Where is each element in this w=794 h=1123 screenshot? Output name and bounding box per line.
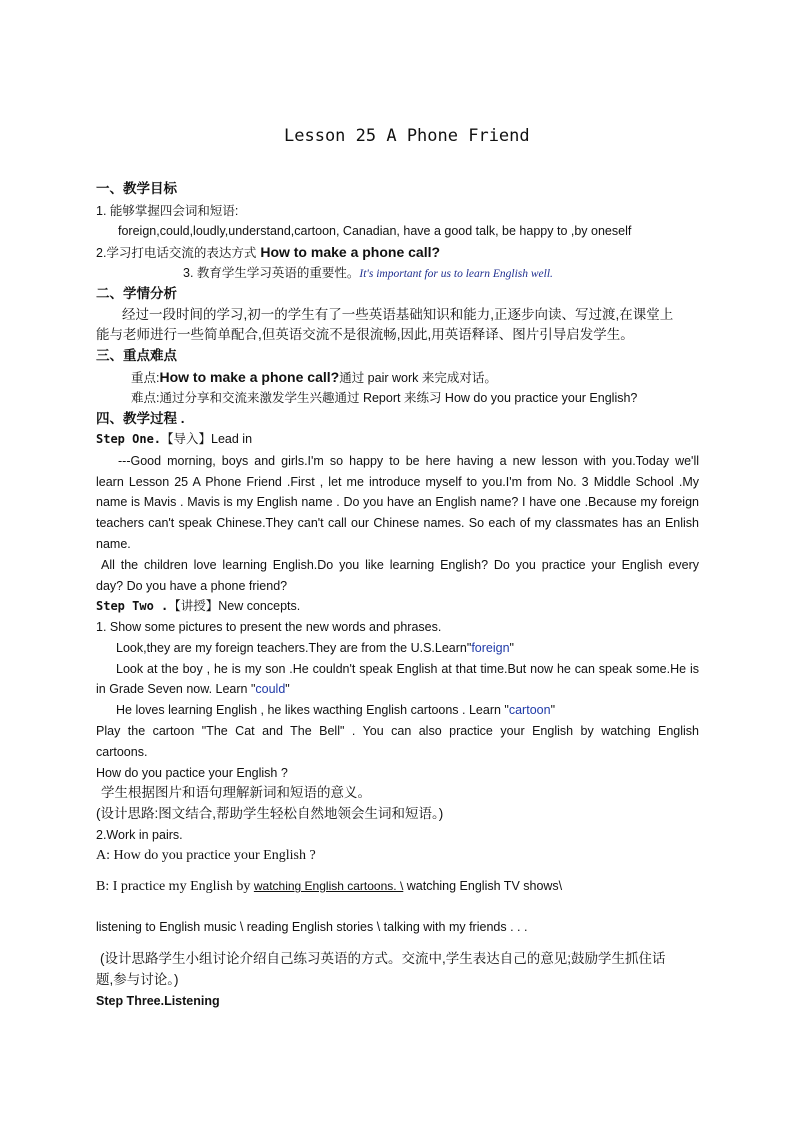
dialogue-b-more: watching English TV shows\	[403, 879, 563, 893]
cartoon-word: cartoon	[508, 703, 551, 717]
dialogue-b-text: B: I practice my English by	[96, 879, 254, 894]
objectives-line-3-text: 3. 教育学生学习英语的重要性。	[183, 266, 360, 280]
cartoon-text: He loves learning English , he likes wacthing English cartoons . Learn "	[116, 703, 509, 717]
objectives-line-2	[96, 244, 440, 261]
intro-paragraph-line-1: ---Good morning, boys and girls.I'm so happy to be here having a new lesson with you.Today we'll	[118, 454, 699, 468]
step-two-could-line-2	[96, 681, 290, 697]
foreign-text: Look,they are my foreign teachers.They are from the U.S.Learn"	[116, 641, 472, 655]
objectives-line-3	[183, 265, 553, 282]
section-heading-process: 四、教学过程 .	[96, 411, 185, 426]
intro-paragraph-line-3: name is Mavis . Mavis is my English name . Do you have an English name? I have one .Because my foreign	[96, 495, 699, 509]
dialogue-b-underlined: watching English cartoons. \	[253, 879, 404, 893]
intro-paragraph-line-5: name.	[96, 537, 131, 551]
step-two-design-note: (设计思路:图文结合,帮助学生轻松自然地领会生词和短语。)	[96, 806, 444, 821]
intro-paragraph-line-4: teachers can't speak Chinese.They can't call our Chinese names. So each of my classmates has an Enlish	[96, 516, 699, 530]
step-two-item-1: 1. Show some pictures to present the new words and phrases.	[96, 620, 442, 634]
intro-paragraph-line-2: learn Lesson 25 A Phone Friend .First , let me introduce myself to you.I'm from No. 3 Middle School .My	[96, 475, 699, 489]
step-three-heading: Step Three.Listening	[96, 994, 220, 1008]
step-one-line	[96, 431, 252, 447]
dialogue-a: A: How do you practice your English ?	[96, 848, 316, 863]
objectives-vocab: foreign,could,loudly,understand,cartoon, Canadian, have a good talk, be happy to ,by oneself	[118, 224, 632, 238]
objectives-line-2-bold: How to make a phone call?	[256, 244, 441, 260]
step-one-label: Step One.	[96, 432, 162, 446]
section-heading-analysis: 二、学情分析	[96, 286, 177, 301]
step-two-pairs: 2.Work in pairs.	[96, 828, 183, 842]
objectives-line-3-italic: It's important for us to learn English well.	[359, 268, 553, 280]
step-two-question: How do you pactice your English ?	[96, 766, 288, 780]
difficulty-line: 难点:通过分享和交流来激发学生兴趣通过 Report 来练习 How do you practice your English?	[131, 391, 638, 405]
key-point-bold: How to make a phone call?	[159, 369, 340, 385]
step-two-play-line-2: cartoons.	[96, 745, 148, 759]
analysis-line-1: 经过一段时间的学习,初一的学生有了一些英语基础知识和能力,正逐步向读、写过渡,在课堂上	[122, 307, 674, 322]
step-two-foreign-line	[116, 640, 514, 656]
step-two-rest: 【讲授】New concepts.	[168, 599, 301, 613]
foreign-quote: "	[509, 641, 514, 655]
key-point-label: 重点:	[131, 371, 160, 385]
could-word: could	[255, 682, 286, 696]
step-one-rest: 【导入】Lead in	[161, 432, 253, 446]
step-two-line	[96, 598, 300, 614]
cartoon-quote: "	[550, 703, 555, 717]
step-two-label: Step Two .	[96, 599, 169, 613]
section-heading-key-points: 三、重点难点	[96, 348, 177, 363]
foreign-word: foreign	[471, 641, 510, 655]
section-heading-objectives: 一、教学目标	[96, 181, 177, 196]
design-note-line-2: 题,参与讨论。)	[96, 972, 179, 987]
design-note-line-1: (设计思路学生小组讨论介绍自己练习英语的方式。交流中,学生表达自己的意见;鼓励学生抓住话	[100, 951, 666, 966]
step-two-cartoon-line	[116, 702, 555, 718]
could-quote: "	[285, 682, 290, 696]
objectives-line-1: 1. 能够掌握四会词和短语:	[96, 204, 239, 218]
question-paragraph-line-1: All the children love learning English.Do you like learning English? Do you practice your English every	[101, 558, 699, 572]
page-title: Lesson 25 A Phone Friend	[284, 126, 530, 146]
key-point-line	[131, 369, 497, 386]
analysis-line-2: 能与老师进行一些简单配合,但英语交流不是很流畅,因此,用英语释译、图片引导启发学生。	[96, 327, 634, 342]
dialogue-c: listening to English music \ reading English stories \ talking with my friends . . .	[96, 920, 528, 934]
step-two-could-line-1: Look at the boy , he is my son .He couldn't speak English at that time.But now he can speak some.He is	[116, 662, 699, 676]
key-point-suffix: 通过 pair work 来完成对话。	[339, 371, 497, 385]
dialogue-b	[96, 878, 562, 895]
objectives-line-2-text: 2.学习打电话交流的表达方式	[96, 246, 257, 260]
step-two-understand: 学生根据图片和语句理解新词和短语的意义。	[101, 785, 371, 800]
could-text: in Grade Seven now. Learn "	[96, 682, 256, 696]
step-two-play-line-1: Play the cartoon "The Cat and The Bell" . You can also practice your English by watching English	[96, 724, 699, 738]
question-paragraph-line-2: day? Do you have a phone friend?	[96, 579, 288, 593]
